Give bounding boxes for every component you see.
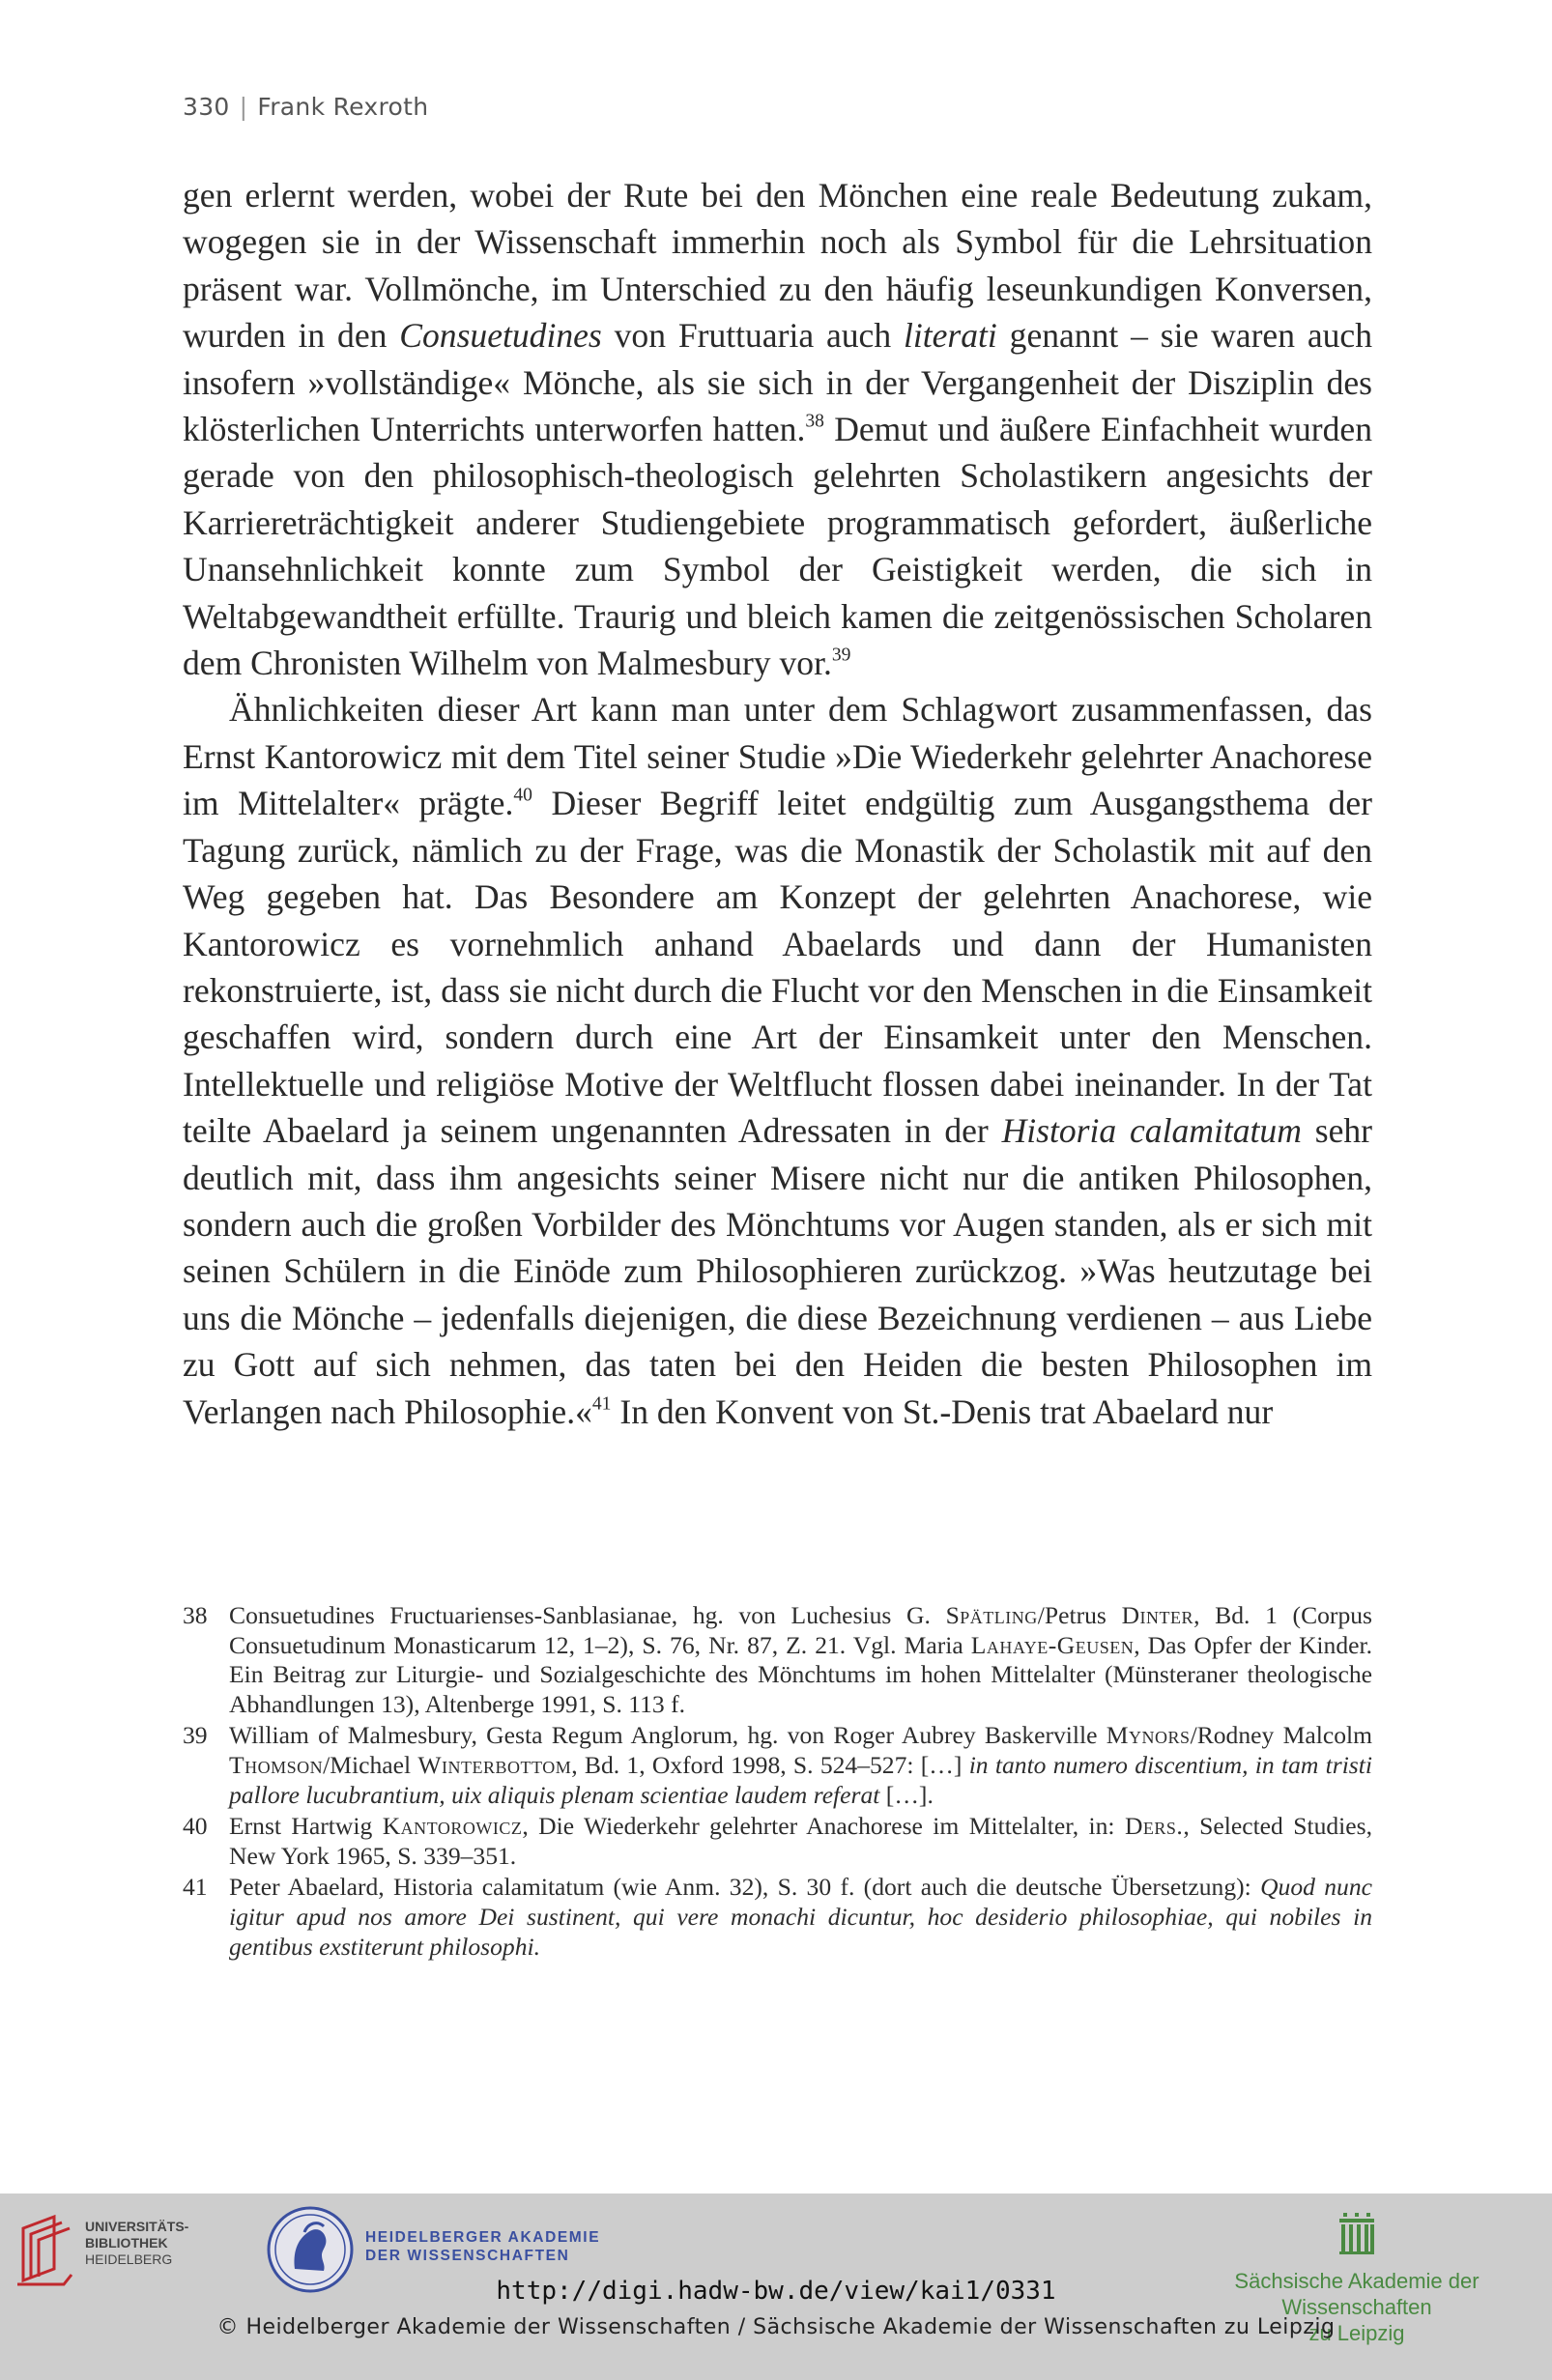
italic-title: Historia calamitatum — [1001, 1111, 1302, 1151]
italic-title: Consuetudines — [399, 316, 602, 356]
text-run: William of Malmesbury, Gesta Regum Anglorum, hg. von Roger Aubrey Baskerville — [229, 1721, 1107, 1750]
permalink-url[interactable]: http://digi.hadw-bw.de/view/kai1/0331 — [496, 2277, 1056, 2306]
footer-bar — [0, 2194, 1552, 2380]
saw-line-2: zu Leipzig — [1308, 2321, 1405, 2345]
footnote-ref[interactable]: 40 — [513, 785, 532, 806]
text-run: sehr deutlich mit, dass ihm angesichts seiner Misere nicht nur die antiken Philosophen, sondern auch die großen Vorbilder des Mönchtums vor Augen standen, als er sich mit seinen Schülern in die Einöde zum Philosophieren zurückzog. »Was heutzutage bei uns die Mönche – jedenfalls diejenigen, die diese Bezeichnung verdienen – aus Liebe zu Gott auf sich nehmen, das taten bei den Heiden die besten Philosophen im Verlangen nach Philosophie.« — [183, 1111, 1373, 1431]
running-header — [183, 93, 428, 121]
footnote-40 — [183, 1812, 1372, 1871]
latin-quote: Quod nunc igitur apud nos amore Dei sustinent, qui vere monachi dicuntur, hoc desiderio philosophiae, qui nobiles in gentibus exstiterunt philosophi. — [229, 1873, 1372, 1961]
text-run: , Das Opfer der Kinder. Ein Beitrag zur Liturgie- und Sozialgeschichte des Mönchtums im hohen Mittelalter (Münsteraner theologische Abhandlungen 13), Altenberge 1991, S. 113 f. — [229, 1630, 1373, 1718]
author-name: Ders. — [1124, 1812, 1184, 1841]
footnote-ref[interactable]: 39 — [831, 645, 851, 666]
text-run: Dieser Begriff leitet endgültig zum Ausgangsthema der Tagung zurück, nämlich zu der Frage, was die Monastik der Scholastik mit auf den Weg gegeben hat. Das Besondere am Konzept der gelehrten Anachorese, wie Kantorowicz es vornehmlich anhand Abaelards und dann der Humanisten rekonstruierte, ist, dass sie nicht durch die Flucht vor den Menschen in die Einsamkeit geschaffen wird, sondern durch eine Art der Einsamkeit unter den Menschen. Intellektuelle und religiöse Motive der Weltflucht flossen dabei ineinander. In der Tat teilte Abaelard ja seinem ungenannten Adressaten in der — [183, 784, 1372, 1151]
author-name: Dinter — [1121, 1601, 1194, 1629]
main-text — [183, 172, 1372, 1435]
paragraph-1 — [183, 172, 1372, 686]
text-run: /Petrus — [1037, 1601, 1122, 1629]
footnote-number: 41 — [183, 1873, 208, 1902]
saw-line-1: Sächsische Akademie der Wissenschaften — [1234, 2269, 1480, 2319]
ub-logo-text — [85, 2219, 188, 2268]
author-name: Winterbottom — [417, 1750, 572, 1779]
text-run: genannt – sie waren auch insofern »vollständige« Mönche, als sie sich in der Vergangenheit der Disziplin des klösterlichen Unterrichts unterworfen hatten. — [183, 316, 1372, 449]
text-run: /Michael — [323, 1750, 418, 1779]
footnotes — [183, 1601, 1372, 1964]
hadw-line-2: DER WISSENSCHAFTEN — [365, 2248, 570, 2264]
author-name: Mynors — [1106, 1721, 1191, 1750]
footnote-ref[interactable]: 38 — [805, 411, 824, 432]
author-name: Lahaye-Geusen — [970, 1630, 1135, 1659]
text-run: /Rodney Malcolm — [1190, 1721, 1373, 1750]
footnote-38 — [183, 1601, 1372, 1719]
header-author: Frank Rexroth — [257, 93, 429, 121]
hadw-line-1: HEIDELBERGER AKADEMIE — [365, 2229, 601, 2246]
footnote-number: 39 — [183, 1721, 208, 1750]
text-run: Peter Abaelard, Historia calamitatum (wie Anm. 32), S. 30 f. (dort auch die deutsche Übersetzung): — [229, 1873, 1261, 1902]
author-name: Spätling — [945, 1601, 1038, 1629]
text-run: , Bd. 1 (Corpus Consuetudinum Monasticarum 12, 1–2), S. 76, Nr. 87, Z. 21. Vgl. Maria — [229, 1601, 1373, 1659]
header-separator: | — [239, 93, 248, 121]
copyright-notice: © Heidelberger Akademie der Wissenschaften / Sächsische Akademie der Wissenschaften zu Leipzig — [216, 2315, 1336, 2339]
text-run: , Bd. 1, Oxford 1998, S. 524–527: […] — [571, 1750, 969, 1779]
building-gate-icon — [1337, 2211, 1376, 2255]
text-run: , Selected Studies, New York 1965, S. 339–351. — [229, 1812, 1372, 1870]
text-run: Demut und äußere Einfachheit wurden gerade von den philosophisch-theologisch gelehrten Scholastikern angesichts der Karriereträchtigkeit anderer Studiengebiete programmatisch gefordert, äußerliche Unansehnlichkeit konnte zum Symbol der Geistigkeit werden, die sich in Weltabgewandtheit erfüllte. Traurig und bleich kamen die zeitgenössischen Scholaren dem Chronisten Wilhelm von Malmesbury vor. — [183, 410, 1372, 683]
page-number: 330 — [183, 93, 230, 121]
author-name: Kantorowicz — [382, 1812, 523, 1841]
text-run: gen erlernt werden, wobei der Rute bei den Mönchen eine reale Bedeutung zukam, wogegen sie in der Wissenschaft immerhin noch als Symbol für die Lehrsituation präsent war. Vollmönche, im Unterschied zu den häufig leseunkundigen Konversen, wurden in den — [183, 176, 1372, 356]
author-name: Thomson — [229, 1750, 324, 1779]
footnote-39 — [183, 1721, 1372, 1810]
footnote-41 — [183, 1873, 1372, 1962]
latin-quote: in tanto numero discentium, in tam tristi pallore lucubrantium, uix aliquis plenam scientiae laudem referat — [229, 1750, 1372, 1809]
text-run: von Fruttuaria auch — [601, 316, 904, 356]
text-run: Consuetudines Fructuarienses-Sanblasianae, hg. von Luchesius G. — [229, 1601, 946, 1629]
ub-line-3: HEIDELBERG — [85, 2251, 173, 2267]
text-run: […]. — [879, 1780, 934, 1809]
italic-term: literati — [903, 316, 997, 356]
paragraph-2 — [183, 686, 1372, 1435]
text-run: Ernst Hartwig — [229, 1812, 383, 1841]
ub-line-2: BIBLIOTHEK — [85, 2235, 168, 2251]
text-run: In den Konvent von St.-Denis trat Abaelard nur — [611, 1391, 1274, 1431]
text-run: Ähnlichkeiten dieser Art kann man unter dem Schlagwort zusammenfassen, das Ernst Kantorowicz mit dem Titel seiner Studie »Die Wiederkehr gelehrter Anachorese im Mittelalter« prägte. — [183, 690, 1372, 823]
hadw-logo-text — [365, 2228, 600, 2265]
footnote-number: 38 — [183, 1601, 208, 1629]
footnote-number: 40 — [183, 1812, 208, 1841]
text-run: , Die Wiederkehr gelehrter Anachorese im Mittelalter, in: — [522, 1812, 1125, 1841]
ub-line-1: UNIVERSITÄTS- — [85, 2219, 189, 2234]
footnote-ref[interactable]: 41 — [591, 1392, 612, 1414]
